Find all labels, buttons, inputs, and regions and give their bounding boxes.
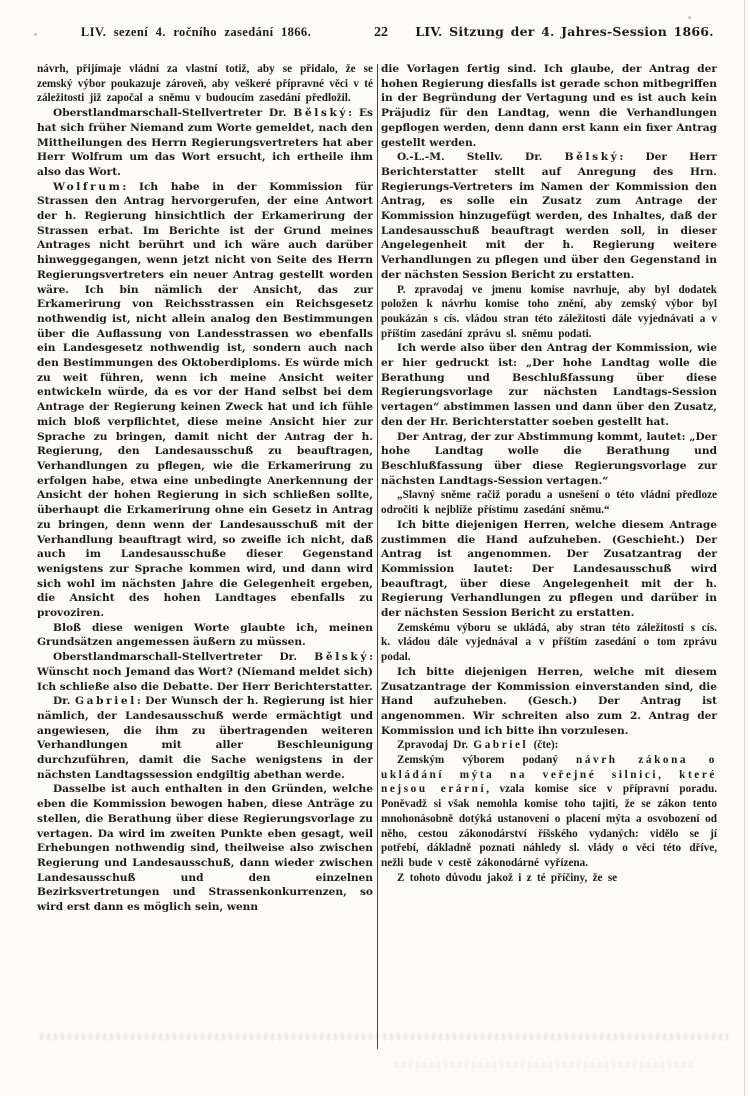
text-segment: Der Antrag, der zur Abstimmung kommt, lautet: „Der hohe Landtag wolle die Berathung und Beschlußfassung über diese Regierungsvorlage zur nächsten Landtags-Session vertagen.“ [381, 430, 717, 487]
text-segment: : Der Herr Berichterstatter stellt auf Anregung des Hrn. Regierungs-Vertreters im Namen der Kommission den Antrag, es solle ein Zusatz zum Antrage der Kommission hinzugefügt werden, des Inhaltes, daß der Landesausschuß beauftragt werden soll, in dieser Angelegenheit mit der h. Regierung weitere Verhandlungen zu pflegen und über den Gegenstand in der nächsten Session Bericht zu erstatten. [381, 151, 717, 281]
text-segment: : Ich habe in der Kommission für Strassen den Antrag hervorgerufen, der eine Antwort der h. Regierung hinsichtlich der Erkamerirung der Strassen erbat. Im Berichte ist der Grund meines Antrages nicht berührt und ich wäre auch darüber hinweggegangen, wenn jetzt nicht von Seite des Herrn Regierungsvertreters ein neuer Antrag gestellt worden wäre. Ich bin nämlich der Ansicht, das zur Erkamerirung von Reichsstrassen ein Reichsgesetz nothwendig ist, nicht allein analog den Bestimmungen über die Auflassung von Landesstrassen wo ebenfalls ein Landesgesetz nothwendig ist, sondern auch nach den Bestimmungen des Oktoberdiploms. Es würde mich zu weit führen, wenn ich meine Ansicht weiter entwickeln würde, da es vor der Hand selbst bei dem Antrage der Regierung keinen Zweck hat und ich fühle mich bloß verpflichtet, diese meine Ansicht hier zur Sprache zu bringen, damit nicht der Antrag der h. Regierung, den Landesausschuß zu beauftragen, Verhandlungen zu pflegen, wie die Erkamerirung zu erfolgen habe, etwa eine unbedingte Anerkennung der Ansicht der hohen Regierung in sich schließen sollte, überhaupt die Erkamerirung ohne ein Gesetz in Antrag zu bringen, denn wenn der Landesausschuß mit der Verhandlung beauftragt wird, so zweifle ich nicht, daß auch im Landesausschuße dieser Gegenstand wenigstens zur Sprache kommen wird, und dann wird sich wohl im nächsten Jahre die Gelegenheit ergeben, die Ansicht des hohen Landtages ebenfalls zu provoziren. [37, 180, 373, 620]
text-segment: (čte): [528, 739, 559, 752]
text-segment: Zpravodaj Dr. [397, 739, 474, 752]
paragraph [381, 283, 717, 342]
paragraph [381, 62, 717, 150]
text-columns [37, 62, 717, 1049]
header-czech-title: LIV. sezení 4. ročního zasedání 1866. [80, 25, 312, 39]
text-segment: O.-L.-M. Stellv. Dr. [397, 151, 565, 164]
text-segment: Ich bitte diejenigen Herren, welche mit diesem Zusatzantrage der Kommission einverstanden sind, die Hand aufzuheben. (Gesch.) Der Antrag ist angenommen. Wir schreiten also zum 2. Antrag der Kommission und ich bitte ihn vorzulesen. [381, 665, 717, 737]
text-segment: „Slavný sněme račiž poradu a usnešení o této vládní předloze odročiti k nejblíže přístímu zasedání sněmu.“ [381, 489, 717, 517]
emphasized-text-segment: Bělský [293, 107, 349, 120]
page-number: 22 [374, 25, 388, 40]
paragraph [37, 106, 373, 180]
page-header [37, 24, 722, 41]
emphasized-text-segment: Gabriel [75, 695, 137, 708]
header-german-title: LIV. Sitzung der 4. Jahres-Session 1866. [415, 24, 714, 39]
paragraph [37, 782, 373, 914]
emphasized-text-segment: návrh zákona o ukládání mýta na veřejné silnici, které nejsou erární [381, 754, 717, 796]
paragraph [37, 180, 373, 621]
bleed-through-artifact [395, 1062, 695, 1068]
text-segment: Zemským výborem podaný [397, 754, 577, 767]
text-segment: die Vorlagen fertig sind. Ich glaube, der Antrag der hohen Regierung diesfalls ist gerade schon mitbegriffen in der Begründung der Vertagung und es ist auch kein Präjudiz für den Landtag, wenn die Verhandlungen gepflogen werden, denn dann erst kann ein fixer Antrag gestellt werden. [381, 63, 717, 149]
paragraph [381, 871, 717, 886]
text-segment: Dr. [53, 695, 75, 708]
emphasized-text-segment: Bělský [314, 651, 370, 664]
right-text-column [381, 62, 717, 1049]
paragraph [381, 488, 717, 517]
scan-speck [34, 33, 37, 36]
text-segment: návrh, přijímaje vládní za vlastní totiž, aby se přidalo, že se zemský výbor poukazuje zároveň, aby veškeré přípravné věci v té záležitosti již započal a sněmu v budoucím zasedání předložil. [37, 63, 373, 105]
left-text-column [37, 62, 373, 1049]
paragraph [37, 650, 373, 694]
text-segment: , vzala komise sice v přípravní poradu. Poněvadž si však nemohla komise toho tajiti, že se zákon tento mnohonásobně dotýká ustanovení o placení mýta a osvobození od něho, cestou zákonodárství říšského vydaných: vidělo se jí potřebí, dákladně poznati náhledy sl. vlády o věci této dříve, nežli bude v cestě zákonodárné vyřízena. [381, 783, 717, 869]
text-segment: : Es hat sich früher Niemand zum Worte gemeldet, nach den Mittheilungen des Herrn Regierungsvertreters hat aber Herr Wolfrum um das Wort ersucht, ich ertheile ihm also das Wort. [37, 107, 374, 178]
emphasized-text-segment: Wolfrum [53, 180, 123, 193]
text-segment: Z tohoto důvodu jakož i z té příčiny, že se [397, 871, 618, 884]
scan-speck [688, 16, 691, 19]
text-segment: Zemskému výboru se ukládá, aby stran této záležitosti s cís. k. vládou dále vyjednával a v příštím zasedání o tom zprávu podal. [381, 621, 717, 664]
paragraph [37, 62, 373, 106]
paragraph [381, 341, 717, 429]
paragraph [381, 738, 717, 753]
text-segment: Bloß diese wenigen Worte glaubte ich, meinen Grundsätzen angemessen äußern zu müssen. [37, 621, 373, 649]
scan-edge-line [744, 0, 745, 1096]
text-segment: : Der Wunsch der h. Regierung ist hier nämlich, der Landesausschuß werde ermächtigt und angewiesen, die ihm zu übertragenden weiteren Verhandlungen mit aller Beschleunigung durchzuführen, damit die Sache wenigstens in der nächsten Landtagssession endgiltig abethan werde. [37, 695, 374, 781]
emphasized-text-segment: Bělský [564, 151, 620, 164]
text-segment: P. zpravodaj ve jmenu komise navrhuje, aby byl dodatek položen k návrhu komise toho znění, aby zemský výbor byl poukázán s cís. vládou stran této záležitosti dále vyjednávati a v příštím zasedání zprávu sl. sněmu podati. [381, 283, 717, 340]
paragraph [381, 430, 717, 489]
paragraph [37, 621, 373, 650]
text-segment: Dasselbe ist auch enthalten in den Gründen, welche eben die Kommission bewogen haben, diese Anträge zu stellen, die Berathung über diese Regierungsvorlage zu vertagen. Da wird im zweiten Punkte eben gesagt, weil Erhebungen nothwendig sind, theilweise also zwischen Regierung und Landesausschuß, dann wieder zwischen Landesausschuß und den einzelnen Bezirksvertretungen und Strassenkonkurrenzen, so wird erst dann es möglich sein, wenn [37, 783, 373, 914]
column-divider-rule [377, 64, 378, 1049]
paragraph [381, 518, 717, 621]
paragraph [381, 621, 717, 665]
text-segment: Oberstlandmarschall-Stellvertreter Dr. [53, 651, 315, 664]
text-segment: Ich werde also über den Antrag der Kommission, wie er hier gedruckt ist: „Der hohe Landtag wolle die Berathung und Beschlußfassung über diese Regierungsvorlage zur nächsten Landtags-Session vertagen“ abstimmen lassen und dann über den Zusatz, den der Hr. Berichterstatter soeben gestellt hat. [381, 342, 717, 428]
text-segment: : Wünscht noch Jemand das Wort? (Niemand meldet sich) Ich schließe also die Debatte. Der Herr Berichterstatter. [37, 651, 373, 693]
paragraph [37, 694, 373, 782]
paragraph [381, 753, 717, 871]
paragraph [381, 150, 717, 282]
text-segment: Oberstlandmarschall-Stellvertreter Dr. [53, 107, 294, 120]
text-segment: Ich bitte diejenigen Herren, welche diesem Antrage zustimmen die Hand aufzuheben. (Geschieht.) Der Antrag ist angenommen. Der Zusatzantrag der Kommission lautet: Der Landesausschuß wird beauftragt, über diese Angelegenheit mit der h. Regierung Verhandlungen zu pflegen und darüber in der nächsten Session Bericht zu erstatten. [381, 518, 717, 620]
emphasized-text-segment: Gabriel [473, 739, 529, 752]
paragraph [381, 665, 717, 739]
